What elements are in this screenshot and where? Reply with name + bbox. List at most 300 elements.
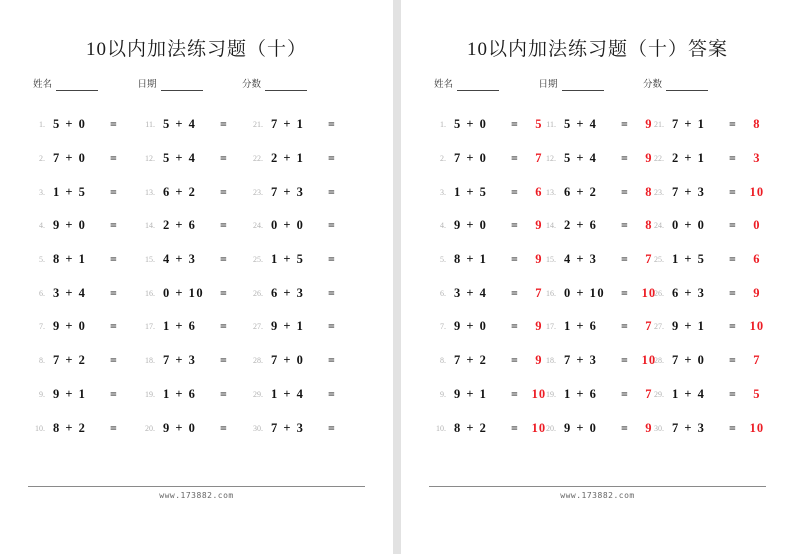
header-fields [434,76,708,91]
problem-row [541,378,653,412]
problem-number: 11. [145,120,155,130]
problem-number: 27. [253,322,263,332]
problem-number: 9. [440,389,446,399]
problem-answer: 10 [749,420,765,435]
equals-sign: = [511,353,518,368]
problem-expression: 5 + 4 [163,151,197,166]
equals-sign: = [621,117,628,132]
equals-sign: = [511,151,518,166]
problem-number: 1. [440,120,446,130]
problem-expression: 1 + 5 [53,184,87,199]
problem-row [248,108,378,142]
problem-number: 16. [145,288,155,298]
problem-expression: 2 + 1 [672,151,706,166]
problem-number: 19. [546,389,556,399]
problem-expression: 7 + 3 [163,353,197,368]
problem-answer: 8 [645,184,653,199]
equals-sign: = [328,353,335,368]
problem-number: 26. [253,288,263,298]
problem-answer: 10 [531,386,547,401]
problem-expression: 9 + 0 [564,420,598,435]
equals-sign: = [621,420,628,435]
problem-row [248,209,378,243]
problem-row [30,243,140,277]
problem-answer: 10 [531,420,547,435]
problem-number: 3. [39,187,45,197]
problem-answer: 9 [535,218,543,233]
problem-row [649,378,779,412]
problem-expression: 1 + 5 [454,184,488,199]
problem-number: 23. [253,187,263,197]
score-label: 分数 [642,80,662,90]
equals-sign: = [220,285,227,300]
problem-expression: 7 + 3 [672,184,706,199]
problem-row [30,411,140,445]
equals-sign: = [328,252,335,267]
problem-expression: 1 + 6 [564,386,598,401]
problem-row [431,344,541,378]
problem-row [431,243,541,277]
problem-number: 22. [654,154,664,164]
equals-sign: = [110,386,117,401]
date-label: 日期 [538,80,558,90]
equals-sign: = [511,218,518,233]
equals-sign: = [328,285,335,300]
equals-sign: = [110,218,117,233]
problem-number: 8. [39,356,45,366]
problem-expression: 5 + 4 [163,117,197,132]
problem-number: 30. [654,423,664,433]
equals-sign: = [220,117,227,132]
problem-expression: 8 + 1 [53,252,87,267]
page-title: 10以内加法练习题（十） [85,39,307,60]
score-blank-line [265,79,307,91]
problems-grid [431,108,794,445]
problem-number: 12. [145,154,155,164]
problem-expression: 7 + 2 [53,353,87,368]
footer-url: www.173882.com [560,491,635,500]
equals-sign: = [220,353,227,368]
problem-number: 29. [253,389,263,399]
problems-column-3 [248,108,378,445]
problem-answer: 7 [753,353,761,368]
problems-column-3 [649,108,779,445]
problem-number: 14. [546,221,556,231]
problem-expression: 6 + 3 [271,285,305,300]
problem-answer: 8 [753,117,761,132]
problem-expression: 0 + 10 [564,285,606,300]
problem-answer: 5 [753,386,761,401]
equals-sign: = [621,151,628,166]
equals-sign: = [729,420,736,435]
equals-sign: = [328,151,335,166]
problem-answer: 0 [753,218,761,233]
problem-answer: 9 [645,420,653,435]
problem-row [649,108,779,142]
problem-row [431,411,547,445]
equals-sign: = [328,184,335,199]
problem-row [649,175,779,209]
footer-divider [429,486,767,487]
equals-sign: = [729,151,736,166]
problem-row [140,344,248,378]
page-gutter [393,0,401,554]
problem-answer: 3 [753,151,761,166]
date-field [137,76,202,91]
equals-sign: = [328,117,335,132]
problem-number: 30. [253,423,263,433]
problem-expression: 7 + 1 [672,117,706,132]
problem-row [30,378,140,412]
problem-number: 10. [35,423,45,433]
problem-expression: 9 + 0 [454,218,488,233]
problem-row [431,108,541,142]
problem-number: 13. [145,187,155,197]
problem-answer: 7 [645,386,653,401]
problem-number: 28. [253,356,263,366]
problem-row [431,209,541,243]
problem-expression: 8 + 2 [454,420,488,435]
problem-answer: 9 [645,117,653,132]
problem-expression: 4 + 3 [163,252,197,267]
score-blank-line [666,79,708,91]
equals-sign: = [621,285,628,300]
equals-sign: = [511,319,518,334]
problem-row [431,310,541,344]
problem-number: 4. [440,221,446,231]
problem-number: 10. [436,423,446,433]
name-label: 姓名 [33,80,53,90]
problem-number: 25. [253,255,263,265]
problem-row [431,175,541,209]
problems-column-1 [30,108,140,445]
problem-number: 11. [546,120,556,130]
problem-expression: 5 + 4 [564,117,598,132]
problem-expression: 7 + 2 [454,353,488,368]
equals-sign: = [110,319,117,334]
problem-expression: 0 + 10 [163,285,205,300]
problem-expression: 0 + 0 [672,218,706,233]
problem-number: 17. [546,322,556,332]
equals-sign: = [220,420,227,435]
date-blank-line [161,79,203,91]
problem-expression: 7 + 0 [53,151,87,166]
problem-row [541,175,653,209]
problem-row [248,142,378,176]
equals-sign: = [220,386,227,401]
page-title: 10以内加法练习题（十）答案 [466,39,728,60]
problem-expression: 1 + 4 [271,386,305,401]
problem-row [248,175,378,209]
date-blank-line [562,79,604,91]
problem-number: 8. [440,356,446,366]
problem-expression: 5 + 0 [454,117,488,132]
name-field [33,76,98,91]
problem-row [649,310,779,344]
problem-number: 1. [39,120,45,130]
problem-row [541,142,653,176]
equals-sign: = [621,353,628,368]
problem-expression: 9 + 1 [53,386,87,401]
problem-answer: 7 [535,285,543,300]
problem-number: 18. [546,356,556,366]
equals-sign: = [621,184,628,199]
problems-column-2 [541,108,657,445]
equals-sign: = [511,386,518,401]
problem-expression: 9 + 1 [672,319,706,334]
equals-sign: = [328,386,335,401]
problem-expression: 3 + 4 [53,285,87,300]
problem-number: 25. [654,255,664,265]
problem-expression: 3 + 4 [454,285,488,300]
problem-answer: 10 [641,353,657,368]
problem-row [431,276,541,310]
problem-row [649,142,779,176]
problem-row [431,142,541,176]
problem-expression: 2 + 6 [564,218,598,233]
equals-sign: = [729,285,736,300]
problem-number: 3. [440,187,446,197]
footer-divider [28,486,366,487]
problem-number: 12. [546,154,556,164]
problem-expression: 6 + 3 [672,285,706,300]
problem-answer: 9 [535,353,543,368]
problem-row [140,378,248,412]
problem-number: 17. [145,322,155,332]
name-label: 姓名 [434,80,454,90]
problem-row [30,344,140,378]
problem-expression: 7 + 0 [454,151,488,166]
problem-row [30,310,140,344]
score-field [643,76,708,91]
problem-number: 24. [654,221,664,231]
problem-answer: 9 [645,151,653,166]
problem-row [140,411,248,445]
problem-answer: 7 [535,151,543,166]
problem-number: 13. [546,187,556,197]
problem-number: 16. [546,288,556,298]
equals-sign: = [328,420,335,435]
problem-number: 4. [39,221,45,231]
equals-sign: = [511,184,518,199]
problem-number: 5. [39,255,45,265]
problem-expression: 8 + 2 [53,420,87,435]
problem-expression: 8 + 1 [454,252,488,267]
problem-expression: 7 + 0 [271,353,305,368]
problem-row [649,243,779,277]
equals-sign: = [729,319,736,334]
problem-expression: 1 + 6 [163,386,197,401]
problem-row [140,209,248,243]
problem-expression: 9 + 1 [271,319,305,334]
problem-number: 26. [654,288,664,298]
problem-expression: 1 + 5 [271,252,305,267]
problem-row [248,411,378,445]
problem-answer: 7 [645,252,653,267]
equals-sign: = [729,353,736,368]
problem-number: 7. [39,322,45,332]
problem-row [541,411,653,445]
problem-number: 21. [253,120,263,130]
problem-expression: 7 + 1 [271,117,305,132]
equals-sign: = [110,285,117,300]
problem-row [140,276,248,310]
problem-expression: 1 + 6 [564,319,598,334]
problem-number: 20. [145,423,155,433]
problem-answer: 9 [535,252,543,267]
problem-row [140,108,248,142]
problem-expression: 9 + 1 [454,386,488,401]
problem-expression: 2 + 1 [271,151,305,166]
problem-answer: 9 [753,285,761,300]
problem-expression: 5 + 4 [564,151,598,166]
problem-expression: 1 + 6 [163,319,197,334]
problem-expression: 7 + 3 [271,184,305,199]
problem-row [30,209,140,243]
problem-row [30,142,140,176]
problem-number: 28. [654,356,664,366]
equals-sign: = [328,218,335,233]
equals-sign: = [110,420,117,435]
problem-expression: 7 + 0 [672,353,706,368]
problem-number: 23. [654,187,664,197]
equals-sign: = [729,184,736,199]
equals-sign: = [511,117,518,132]
problem-expression: 7 + 3 [564,353,598,368]
date-field [538,76,603,91]
problem-answer: 6 [753,252,761,267]
problem-row [649,344,779,378]
equals-sign: = [729,218,736,233]
problem-row [140,243,248,277]
problem-number: 14. [145,221,155,231]
problem-row [248,378,378,412]
problem-expression: 4 + 3 [564,252,598,267]
problem-number: 19. [145,389,155,399]
equals-sign: = [110,353,117,368]
equals-sign: = [110,184,117,199]
equals-sign: = [621,252,628,267]
problem-row [649,411,779,445]
problem-row [649,209,779,243]
problem-row [140,142,248,176]
problem-row [541,310,653,344]
problem-row [431,378,547,412]
name-field [434,76,499,91]
problem-number: 29. [654,389,664,399]
problem-row [30,108,140,142]
problem-number: 6. [440,288,446,298]
equals-sign: = [729,386,736,401]
worksheet-page-problems [0,0,393,554]
page-footer [0,486,393,500]
problem-answer: 9 [535,319,543,334]
problem-answer: 5 [535,117,543,132]
footer-url: www.173882.com [159,491,234,500]
problem-row [541,243,653,277]
problem-expression: 9 + 0 [454,319,488,334]
equals-sign: = [110,117,117,132]
problem-expression: 9 + 0 [53,319,87,334]
name-blank-line [457,79,499,91]
equals-sign: = [110,252,117,267]
problem-answer: 8 [645,218,653,233]
problem-row [649,276,779,310]
problem-number: 5. [440,255,446,265]
problem-expression: 1 + 4 [672,386,706,401]
problem-answer: 10 [749,184,765,199]
score-label: 分数 [241,80,261,90]
problem-number: 2. [39,154,45,164]
problem-answer: 6 [535,184,543,199]
problem-row [541,108,653,142]
problem-row [248,276,378,310]
problem-number: 2. [440,154,446,164]
problem-row [248,310,378,344]
problem-row [541,276,657,310]
problem-row [30,175,140,209]
problems-column-2 [140,108,248,445]
name-blank-line [56,79,98,91]
problem-answer: 10 [749,319,765,334]
problem-row [30,276,140,310]
problem-expression: 6 + 2 [564,184,598,199]
date-label: 日期 [137,80,157,90]
page-footer [401,486,794,500]
header-fields [33,76,307,91]
equals-sign: = [621,218,628,233]
problem-expression: 0 + 0 [271,218,305,233]
problem-answer: 7 [645,319,653,334]
problem-answer: 10 [641,285,657,300]
problems-column-1 [431,108,547,445]
problem-row [541,209,653,243]
problem-number: 6. [39,288,45,298]
equals-sign: = [511,252,518,267]
equals-sign: = [220,319,227,334]
problem-row [248,344,378,378]
equals-sign: = [220,184,227,199]
problem-row [140,175,248,209]
problem-number: 15. [145,255,155,265]
problem-row [248,243,378,277]
problem-expression: 5 + 0 [53,117,87,132]
problem-expression: 7 + 3 [271,420,305,435]
problem-number: 15. [546,255,556,265]
equals-sign: = [220,218,227,233]
equals-sign: = [729,117,736,132]
problem-number: 9. [39,389,45,399]
problem-expression: 7 + 3 [672,420,706,435]
worksheet-page-answers [401,0,794,554]
problem-number: 7. [440,322,446,332]
problem-number: 22. [253,154,263,164]
score-field [242,76,307,91]
equals-sign: = [220,151,227,166]
equals-sign: = [621,319,628,334]
problem-expression: 6 + 2 [163,184,197,199]
equals-sign: = [110,151,117,166]
problem-row [140,310,248,344]
equals-sign: = [511,285,518,300]
problem-expression: 9 + 0 [163,420,197,435]
problem-number: 24. [253,221,263,231]
equals-sign: = [328,319,335,334]
problem-number: 27. [654,322,664,332]
problems-grid [30,108,393,445]
equals-sign: = [621,386,628,401]
problem-number: 21. [654,120,664,130]
